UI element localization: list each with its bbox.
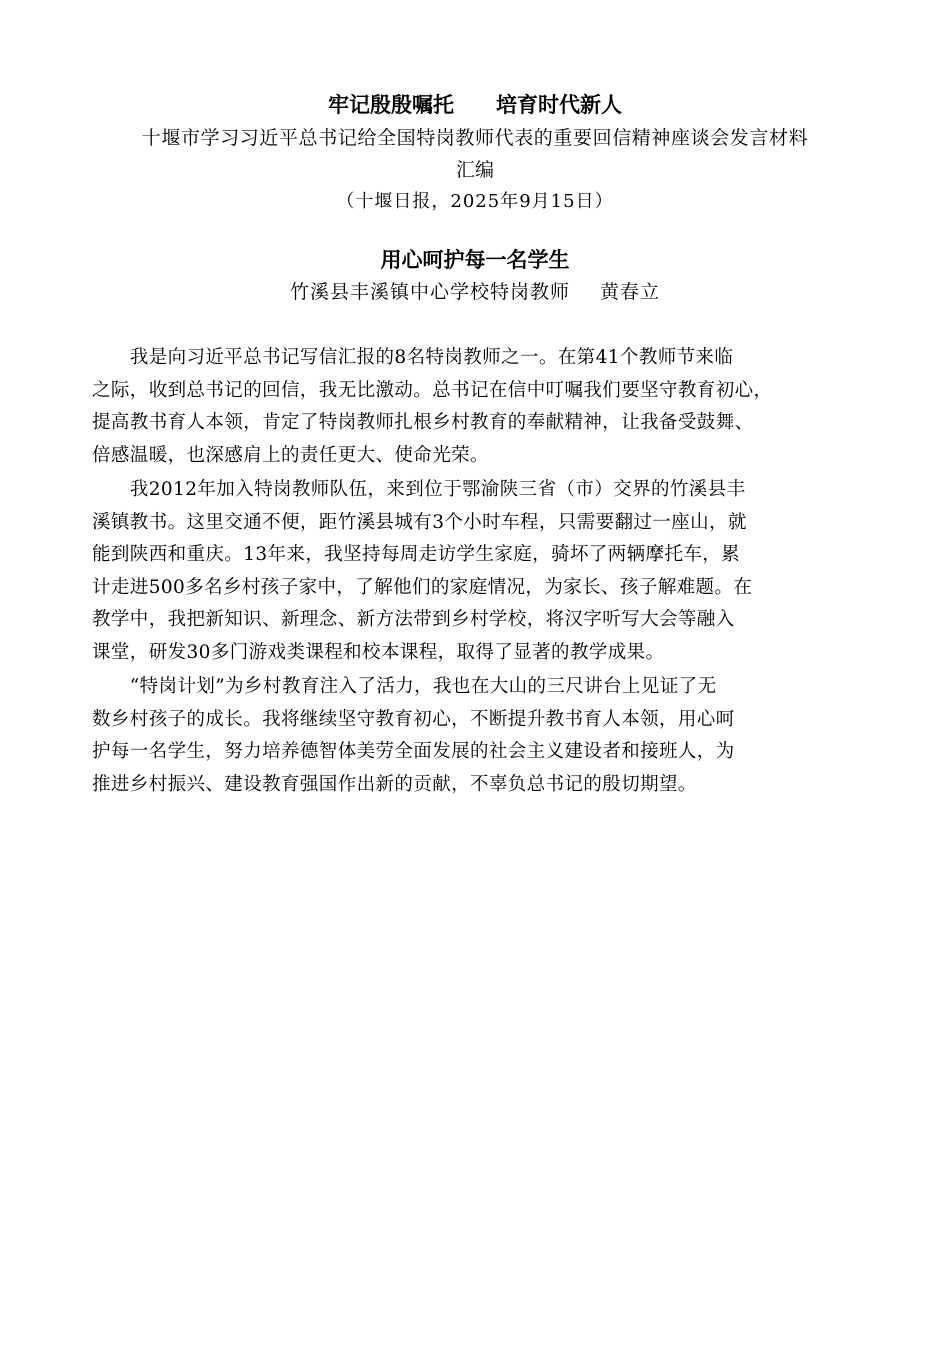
main-title bbox=[0, 90, 950, 120]
paragraph-line: 我2012年加入特岗教师队伍，来到位于鄂渝陕三省（市）交界的竹溪县丰 bbox=[92, 479, 746, 500]
article-title: 用心呵护每一名学生 bbox=[380, 247, 570, 272]
paragraph-line: 护每一名学生，努力培养德智体美劳全面发展的社会主义建设者和接班人，为 bbox=[92, 741, 735, 763]
author-line bbox=[0, 277, 950, 307]
paragraph-line: 能到陕西和重庆。13年来，我坚持每周走访学生家庭，骑坏了两辆摩托车，累 bbox=[92, 544, 741, 566]
main-title-right: 培育时代新人 bbox=[496, 92, 622, 117]
paragraph-line: 教学中，我把新知识、新理念、新方法带到乡村学校，将汉字听写大会等融入 bbox=[92, 609, 735, 631]
paragraph-line: 提高教书育人本领，肯定了特岗教师扎根乡村教育的奉献精神，让我备受鼓舞、 bbox=[92, 412, 754, 434]
paragraph-line: 之际，收到总书记的回信，我无比激动。总书记在信中叮嘱我们要坚守教育初心， bbox=[92, 379, 773, 401]
paragraph-line: 计走进500多名乡村孩子家中，了解他们的家庭情况，为家长、孩子解难题。在 bbox=[92, 576, 753, 598]
paragraph-line: 溪镇教书。这里交通不便，距竹溪县城有3个小时车程，只需要翻过一座山，就 bbox=[92, 511, 747, 533]
paragraph-3 bbox=[92, 671, 882, 801]
main-title-left: 牢记殷殷嘱托 bbox=[328, 92, 454, 117]
subtitle-line-2: 汇编 bbox=[455, 159, 494, 181]
paragraph-1 bbox=[92, 342, 882, 472]
paragraph-line: “特岗计划”为乡村教育注入了活力，我也在大山的三尺讲台上见证了无 bbox=[92, 676, 717, 697]
paragraph-line: 数乡村孩子的成长。我将继续坚守教育初心，不断提升教书育人本领，用心呵 bbox=[92, 708, 735, 730]
author-name: 黄春立 bbox=[600, 281, 661, 303]
paragraph-2 bbox=[92, 474, 882, 670]
paragraph-line: 推进乡村振兴、建设教育强国作出新的贡献，不辜负总书记的殷切期望。 bbox=[92, 773, 697, 795]
subtitle-line-1: 十堰市学习习近平总书记给全国特岗教师代表的重要回信精神座谈会发言材料 bbox=[141, 127, 809, 149]
paragraph-line: 倍感温暖，也深感肩上的责任更大、使命光荣。 bbox=[92, 444, 489, 466]
source-line: （十堰日报，2025年9月15日） bbox=[336, 191, 614, 212]
paragraph-line: 课堂，研发30多门游戏类课程和校本课程，取得了显著的教学成果。 bbox=[92, 641, 665, 663]
author-affiliation: 竹溪县丰溪镇中心学校特岗教师 bbox=[289, 281, 570, 303]
paragraph-line: 我是向习近平总书记写信汇报的8名特岗教师之一。在第41个教师节来临 bbox=[92, 347, 734, 368]
